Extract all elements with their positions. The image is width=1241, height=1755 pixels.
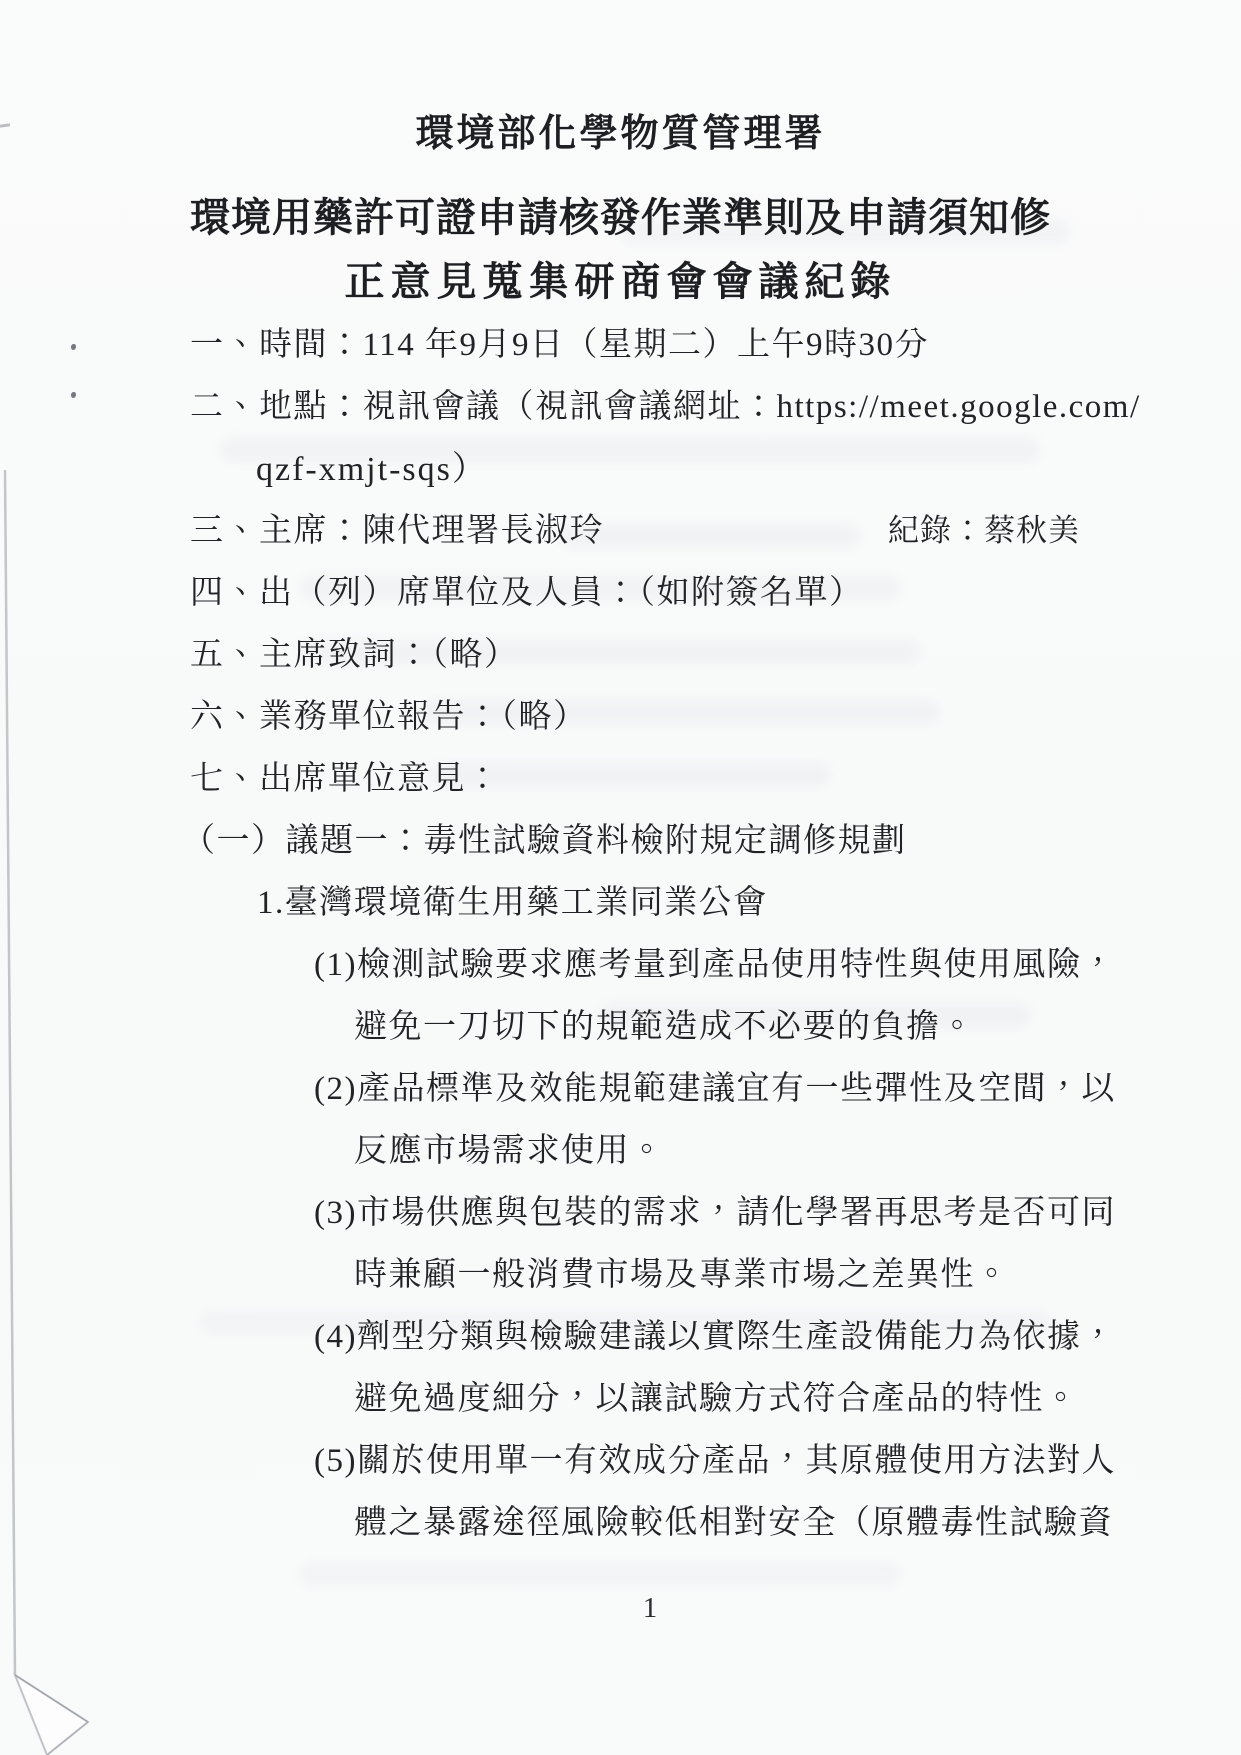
document-title-line-2: 正意見蒐集研商會會議紀錄 [344,259,897,304]
document-line: 二、地點：視訊會議（視訊會議網址：https://meet.google.com/ [190,388,1141,425]
document-line: 體之暴露途徑風險較低相對安全（原體毒性試驗資 [354,1504,1113,1541]
document-line: (3)市場供應與包裝的需求，請化學署再思考是否可同 [314,1194,1116,1231]
document-line: 三、主席：陳代理署長淑玲 [190,512,604,549]
document-line: (4)劑型分類與檢驗建議以實際生產設備能力為依據， [314,1318,1116,1355]
document-line: 1.臺灣環境衛生用藥工業同業公會 [257,884,768,921]
meeting-minutes-body [0,310,1241,1550]
document-line: 避免過度細分，以讓試驗方式符合產品的特性。 [354,1380,1079,1417]
document-line: 避免一刀切下的規範造成不必要的負擔。 [354,1008,975,1045]
bleed-through-smudge [300,1562,900,1586]
document-line: 四、出（列）席單位及人員：（如附簽名單） [190,574,864,611]
document-line: 反應市場需求使用。 [354,1132,665,1169]
document-line: qzf-xmjt-sqs） [256,450,488,488]
agency-title: 環境部化學物質管理署 [415,113,826,155]
document-line: (5)關於使用單一有效成分產品，其原體使用方法對人 [314,1442,1116,1479]
document-line: (2)產品標準及效能規範建議宜有一些彈性及空間，以 [314,1070,1116,1107]
document-line: 五、主席致詞：（略） [190,636,519,673]
document-line: 一、時間：114 年9月9日（星期二）上午9時30分 [190,326,930,363]
document-line: 七、出席單位意見： [190,760,501,797]
document-title-line-1: 環境用藥許可證申請核發作業準則及申請須知修 [190,195,1051,240]
document-line: 六、業務單位報告：（略） [190,698,588,735]
document-line: (1)檢測試驗要求應考量到產品使用特性與使用風險， [314,946,1116,983]
page-number: 1 [642,1592,658,1624]
document-line: （一）議題一：毒性試驗資料檢附規定調修規劃 [182,822,907,859]
recorder-label: 紀錄：蔡秋美 [888,512,1080,548]
document-line: 時兼顧一般消費市場及專業市場之差異性。 [354,1256,1010,1293]
